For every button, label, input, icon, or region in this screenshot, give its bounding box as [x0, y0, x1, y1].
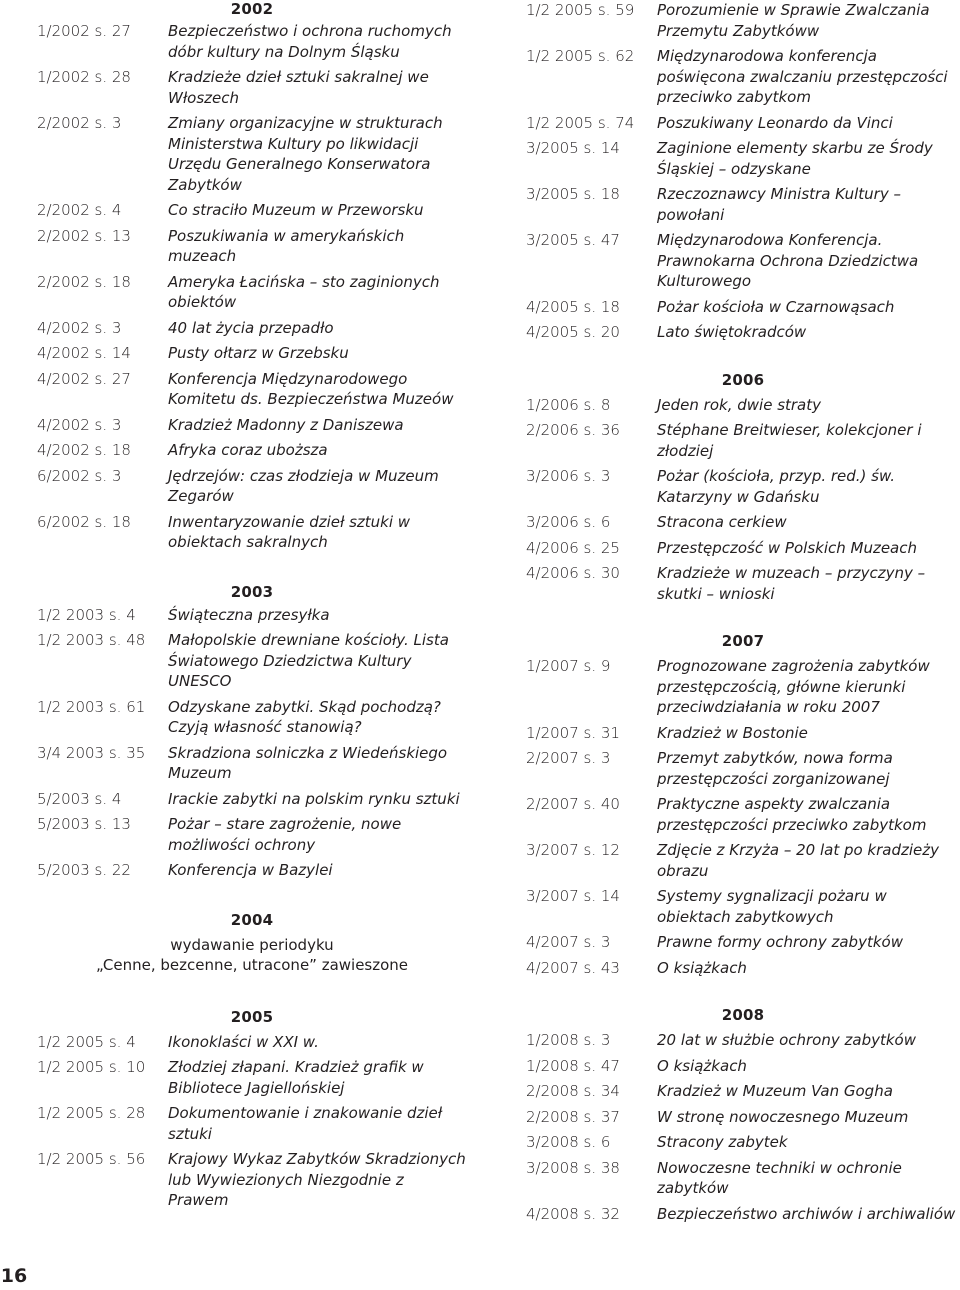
index-entry	[526, 656, 960, 718]
article-title: Stéphane Breitwieser, kolekcjoner i złodziej	[657, 421, 922, 460]
article-title: O książkach	[657, 1056, 747, 1075]
index-entry	[37, 605, 467, 626]
right-column	[526, 0, 960, 1229]
article-title: Poszukiwany Leonardo da Vinci	[657, 113, 893, 132]
year-heading-2008: 2008	[721, 1006, 765, 1024]
issue-reference: 3/2007 s. 14	[526, 887, 620, 905]
article-title: Świąteczna przesyłka	[168, 605, 330, 624]
suspension-notice-line2: „Cenne, bezcenne, utracone” zawieszone	[95, 956, 409, 974]
section-2005	[37, 1008, 467, 1211]
issue-reference: 1/2 2005 s. 10	[37, 1058, 146, 1076]
issue-reference: 4/2005 s. 20	[526, 323, 620, 341]
index-entry	[526, 466, 960, 507]
article-title: Poszukiwania w amerykańskich muzeach	[168, 226, 405, 265]
issue-reference: 5/2003 s. 13	[37, 815, 131, 833]
article-title: Odzyskane zabytki. Skąd pochodzą? Czyją własność stanowią?	[168, 697, 441, 736]
issue-reference: 1/2007 s. 9	[526, 657, 611, 675]
index-entry	[526, 886, 960, 927]
issue-reference: 2/2008 s. 34	[526, 1082, 620, 1100]
issue-reference: 3/2007 s. 12	[526, 841, 620, 859]
article-title: Pożar kościoła w Czarnowąsach	[657, 297, 895, 316]
issue-reference: 4/2007 s. 3	[526, 933, 611, 951]
issue-reference: 3/4 2003 s. 35	[37, 743, 146, 762]
index-entry	[526, 1204, 960, 1225]
issue-reference: 1/2 2003 s. 4	[37, 605, 136, 624]
left-column	[37, 0, 467, 1216]
year-heading-2005: 2005	[230, 1007, 274, 1026]
index-entry	[37, 466, 467, 507]
index-entry	[526, 840, 960, 881]
index-entry	[526, 563, 960, 604]
article-title: Ikonoklaści w XXI w.	[168, 1032, 319, 1051]
issue-reference: 3/2005 s. 47	[526, 231, 620, 249]
issue-reference: 4/2002 s. 3	[37, 415, 122, 434]
issue-reference: 1/2007 s. 31	[526, 723, 620, 742]
section-2003	[37, 583, 467, 881]
issue-reference: 4/2005 s. 18	[526, 297, 620, 316]
article-title: 40 lat życia przepadło	[168, 318, 334, 337]
issue-reference: 3/2005 s. 18	[526, 185, 620, 203]
index-entry	[526, 0, 960, 41]
issue-reference: 5/2003 s. 4	[37, 789, 122, 808]
issue-reference: 2/2007 s. 3	[526, 749, 611, 767]
index-entry	[526, 1158, 960, 1199]
index-entry	[37, 415, 467, 436]
index-entry	[526, 322, 960, 343]
index-entry	[526, 538, 960, 559]
article-title: Złodziej złapani. Kradzież grafik w Bibliotece Jagiellońskiej	[168, 1058, 424, 1097]
index-entry	[526, 958, 960, 979]
article-title: Nowoczesne techniki w ochronie zabytków	[657, 1158, 902, 1197]
article-title: Przemyt zabytków, nowa forma przestępczości zorganizowanej	[657, 749, 893, 788]
article-title: Bezpieczeństwo archiwów i archiwaliów	[657, 1204, 956, 1223]
index-entry	[37, 1103, 467, 1144]
issue-reference: 4/2007 s. 43	[526, 958, 620, 977]
index-entry	[37, 369, 467, 410]
issue-reference: 1/2 2005 s. 62	[526, 47, 635, 65]
index-entry	[526, 932, 960, 953]
issue-reference: 4/2006 s. 25	[526, 538, 620, 557]
issue-reference: 1/2 2005 s. 59	[526, 1, 635, 19]
article-title: O książkach	[657, 958, 747, 977]
page-number: 16	[0, 1265, 28, 1287]
year-heading-2007: 2007	[721, 632, 765, 650]
issue-reference: 1/2006 s. 8	[526, 395, 611, 414]
section-2004	[37, 911, 467, 976]
article-title: Międzynarodowa konferencja poświęcona zwalczaniu przestępczości przeciwko zabytkom	[657, 47, 948, 106]
year-heading-2004: 2004	[230, 910, 274, 929]
article-title: Skradziona solniczka z Wiedeńskiego Muzeum	[168, 743, 448, 782]
index-entry	[526, 748, 960, 789]
index-entry	[37, 1032, 467, 1053]
article-title: 20 lat w służbie ochrony zabytków	[657, 1031, 916, 1049]
article-title: Rzeczoznawcy Ministra Kultury – powołani	[657, 185, 901, 224]
article-title: Konferencja Międzynarodowego Komitetu ds. Bezpieczeństwa Muzeów	[168, 369, 454, 408]
index-entry	[526, 1030, 960, 1051]
issue-reference: 6/2002 s. 18	[37, 512, 131, 531]
index-entry	[37, 1149, 467, 1211]
year-heading-2003: 2003	[230, 582, 274, 601]
index-entry	[526, 46, 960, 108]
entries-2005-right	[526, 0, 960, 343]
index-entry	[37, 789, 467, 810]
section-2008	[526, 1006, 960, 1224]
issue-reference: 1/2002 s. 28	[37, 68, 131, 86]
article-title: Irackie zabytki na polskim rynku sztuki	[168, 789, 460, 808]
index-entry	[526, 1107, 960, 1128]
article-title: Pusty ołtarz w Grzebsku	[168, 344, 349, 362]
index-entry	[37, 743, 467, 784]
entries-2007	[526, 656, 960, 978]
issue-reference: 1/2 2005 s. 74	[526, 113, 635, 132]
article-title: Zdjęcie z Krzyża – 20 lat po kradzieży obrazu	[657, 841, 940, 880]
issue-reference: 4/2002 s. 3	[37, 318, 122, 337]
issue-reference: 3/2006 s. 3	[526, 467, 611, 485]
article-title: Kradzieże dzieł sztuki sakralnej we Włoszech	[168, 68, 429, 107]
index-entry	[37, 67, 467, 108]
issue-reference: 3/2008 s. 6	[526, 1133, 611, 1151]
issue-reference: 2/2008 s. 37	[526, 1107, 620, 1126]
index-entry	[526, 794, 960, 835]
article-title: Kradzież w Muzeum Van Gogha	[657, 1082, 893, 1100]
article-title: Praktyczne aspekty zwalczania przestępczości przeciwko zabytkom	[657, 795, 927, 834]
issue-reference: 2/2006 s. 36	[526, 421, 620, 439]
article-title: Stracona cerkiew	[657, 513, 787, 531]
index-entry	[37, 200, 467, 221]
issue-reference: 4/2002 s. 18	[37, 441, 131, 459]
article-title: Ameryka Łacińska – sto zaginionych obiektów	[168, 272, 440, 311]
article-title: Przestępczość w Polskich Muzeach	[657, 538, 918, 557]
issue-reference: 6/2002 s. 3	[37, 466, 122, 485]
suspension-notice-line1: wydawanie periodyku	[170, 935, 334, 954]
article-title: Stracony zabytek	[657, 1133, 788, 1151]
issue-reference: 1/2 2003 s. 48	[37, 631, 146, 649]
issue-reference: 1/2002 s. 27	[37, 22, 131, 40]
index-entry	[37, 860, 467, 881]
article-title: Prognozowane zagrożenia zabytków przestępczością, główne kierunki przeciwdziałania w roku 2007	[657, 657, 930, 716]
article-title: Co straciło Muzeum w Przeworsku	[168, 201, 424, 219]
index-entry	[37, 814, 467, 855]
article-title: Porozumienie w Sprawie Zwalczania Przemytu Zabytkóww	[657, 1, 930, 40]
index-entry	[526, 1056, 960, 1077]
entries-2006	[526, 395, 960, 605]
issue-reference: 1/2 2005 s. 4	[37, 1032, 136, 1051]
article-title: Kradzież Madonny z Daniszewa	[168, 415, 404, 434]
article-title: Zmiany organizacyjne w strukturach Ministerstwa Kultury po likwidacji Urzędu Generalnego Konserwatora Zabytków	[168, 114, 443, 194]
article-title: Jędrzejów: czas złodzieja w Muzeum Zegarów	[168, 466, 439, 505]
section-2005-continued	[526, 0, 960, 343]
article-title: Afryka coraz uboższa	[168, 441, 328, 459]
article-title: Konferencja w Bazylei	[168, 861, 333, 879]
index-entry	[526, 420, 960, 461]
index-entry	[37, 440, 467, 461]
index-entry	[37, 697, 467, 738]
index-entry	[37, 226, 467, 267]
article-title: Dokumentowanie i znakowanie dzieł sztuki	[168, 1104, 443, 1143]
article-title: Krajowy Wykaz Zabytków Skradzionych lub Wywiezionych Niezgodnie z Prawem	[168, 1150, 466, 1209]
issue-reference: 2/2007 s. 40	[526, 795, 620, 813]
index-entry	[37, 512, 467, 553]
issue-reference: 4/2002 s. 14	[37, 344, 131, 362]
entries-2005-left	[37, 1032, 467, 1211]
issue-reference: 2/2002 s. 13	[37, 226, 131, 245]
issue-reference: 2/2002 s. 4	[37, 201, 122, 219]
index-entry	[526, 512, 960, 533]
index-entry	[526, 395, 960, 416]
index-entry	[526, 297, 960, 318]
article-title: Kradzieże w muzeach – przyczyny – skutki – wnioski	[657, 564, 926, 603]
index-entry	[37, 318, 467, 339]
index-entry	[526, 113, 960, 134]
article-title: Kradzież w Bostonie	[657, 723, 808, 742]
article-title: Zaginione elementy skarbu ze Środy Śląskiej – odzyskane	[657, 139, 933, 178]
section-2002	[37, 0, 467, 553]
index-entry	[37, 113, 467, 195]
index-entry	[37, 272, 467, 313]
issue-reference: 2/2002 s. 18	[37, 272, 131, 291]
issue-reference: 3/2006 s. 6	[526, 513, 611, 531]
index-entry	[37, 1057, 467, 1098]
issue-reference: 1/2 2005 s. 28	[37, 1104, 146, 1122]
index-entry	[37, 343, 467, 364]
article-title: Małopolskie drewniane kościoły. Lista Światowego Dziedzictwa Kultury UNESCO	[168, 631, 449, 690]
issue-reference: 1/2 2003 s. 61	[37, 697, 146, 716]
issue-reference: 3/2008 s. 38	[526, 1158, 620, 1177]
article-title: Pożar – stare zagrożenie, nowe możliwości ochrony	[168, 815, 402, 854]
index-entry	[526, 138, 960, 179]
year-heading-2006: 2006	[721, 370, 765, 389]
article-title: Międzynarodowa Konferencja. Prawnokarna Ochrona Dziedzictwa Kulturowego	[657, 231, 919, 290]
issue-reference: 4/2006 s. 30	[526, 564, 620, 582]
article-title: Bezpieczeństwo i ochrona ruchomych dóbr kultury na Dolnym Śląsku	[168, 22, 452, 61]
article-title: Jeden rok, dwie straty	[657, 395, 822, 414]
issue-reference: 1/2008 s. 3	[526, 1031, 611, 1049]
index-entry	[526, 1132, 960, 1153]
section-2007	[526, 632, 960, 978]
issue-reference: 1/2008 s. 47	[526, 1056, 620, 1075]
issue-reference: 5/2003 s. 22	[37, 861, 131, 879]
issue-reference: 4/2002 s. 27	[37, 369, 131, 388]
entries-2003	[37, 605, 467, 881]
index-entry	[526, 723, 960, 744]
index-entry	[37, 630, 467, 692]
entries-2002	[37, 21, 467, 553]
index-entry	[526, 230, 960, 292]
issue-reference: 1/2 2005 s. 56	[37, 1150, 146, 1168]
entries-2008	[526, 1030, 960, 1224]
article-title: Lato świętokradców	[657, 323, 807, 341]
issue-reference: 3/2005 s. 14	[526, 139, 620, 157]
issue-reference: 4/2008 s. 32	[526, 1204, 620, 1223]
index-entry	[526, 184, 960, 225]
index-entry	[37, 21, 467, 62]
year-heading-2002: 2002	[230, 0, 274, 18]
index-entry	[526, 1081, 960, 1102]
article-title: W stronę nowoczesnego Muzeum	[657, 1107, 909, 1126]
article-title: Prawne formy ochrony zabytków	[657, 933, 903, 951]
section-2006	[526, 371, 960, 605]
issue-reference: 2/2002 s. 3	[37, 114, 122, 132]
article-title: Systemy sygnalizacji pożaru w obiektach zabytkowych	[657, 887, 887, 926]
article-title: Pożar (kościoła, przyp. red.) św. Katarzyny w Gdańsku	[657, 467, 896, 506]
article-title: Inwentaryzowanie dzieł sztuki w obiektach sakralnych	[168, 512, 411, 551]
